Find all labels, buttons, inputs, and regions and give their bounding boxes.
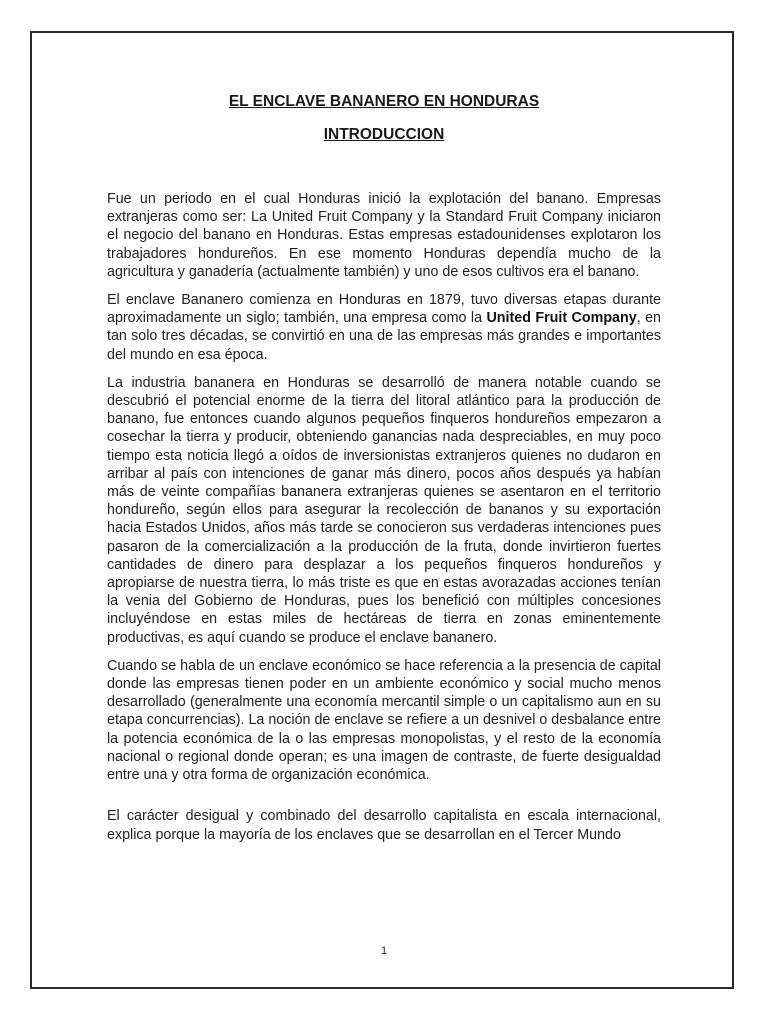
paragraph-4: Cuando se habla de un enclave económico se hace referencia a la presencia de capital donde las empresas tienen poder en un ambiente económico y social mucho menos desarrollado (generalmente una economía mercantil simple o un capitalismo aun en su etapa concurrencias). La noción de enclave se refiere a un desnivel o desbalance entre la potencia económica de la o las empresas monopolistas, y el resto de la economía nacional o regional donde operan; es una imagen de contraste, de fuerte desigualdad entre una y otra forma de organización económica. — [107, 657, 661, 784]
paragraph-3: La industria bananera en Honduras se desarrolló de manera notable cuando se descubrió el potencial enorme de la tierra del litoral atlántico para la producción de banano, fue entonces cuando algunos pequeños finqueros hondureños empezaron a cosechar la tierra y producir, obteniendo ganancias nada despreciables, en muy poco tiempo esta noticia llegó a oídos de inversionistas extranjeros quienes no dudaron en arribar al país con intenciones de ganar más dinero, pocos años después ya habían más de veinte compañías bananera extranjeras quienes se asentaron en el territorio hondureño, según ellos para asegurar la recolección de bananos y su exportación hacia Estados Unidos, años más tarde se conocieron sus verdaderas intenciones pues pasaron de la comercialización a la producción de la fruta, donde invirtieron fuertes cantidades de dinero para desplazar a los pequeños finqueros hondureños y apropiarse de nuestra tierra, lo más triste es que en estas avorazadas acciones tenían la venia del Gobierno de Honduras, pues los benefició con múltiples concesiones incluyéndose en estas miles de hectáreas de tierra en zonas eminentemente productivas, es aquí cuando se produce el enclave bananero. — [107, 374, 661, 646]
paragraph-2-text-start: El enclave Bananero comienza en Honduras en 1879, tuvo diversas etapas durante aproximadamente un siglo; también, una empresa como la — [107, 292, 661, 327]
document-title: EL ENCLAVE BANANERO EN HONDURAS — [228, 93, 540, 110]
paragraph-2 — [107, 291, 661, 364]
paragraph-2-text-end: , en tan solo tres décadas, se convirtió en una de las empresas más grandes e importantes del mundo en esa época. — [107, 310, 661, 363]
section-heading-introduccion: INTRODUCCION — [323, 126, 445, 143]
document-body — [107, 190, 661, 854]
united-fruit-company-bold: United Fruit Company — [486, 310, 637, 327]
paragraph-1: Fue un periodo en el cual Honduras inició la explotación del banano. Empresas extranjeras como ser: La United Fruit Company y la Standard Fruit Company iniciaron el negocio del banano en Honduras. Estas empresas estadounidenses explotaron los trabajadores hondureños. En ese momento Honduras dependía mucho de la agricultura y ganadería (actualmente también) y uno de esos cultivos era el banano. — [107, 191, 661, 280]
paragraph-5: El carácter desigual y combinado del desarrollo capitalista en escala internacional, explica porque la mayoría de los enclaves que se desarrollan en el Tercer Mundo — [107, 808, 661, 843]
page-number: 1 — [380, 945, 388, 957]
